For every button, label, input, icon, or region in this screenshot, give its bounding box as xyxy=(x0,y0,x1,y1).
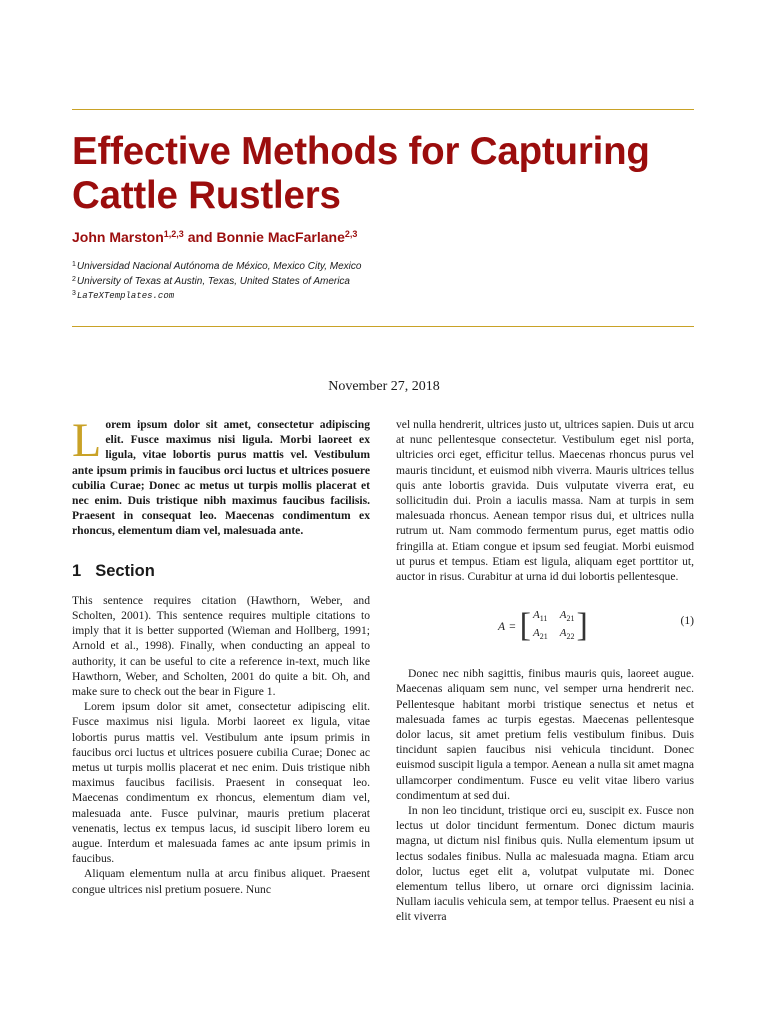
right-bracket-icon: ] xyxy=(576,607,588,645)
affiliation-number: 1 xyxy=(72,261,76,268)
section-title: Section xyxy=(95,561,155,580)
equation xyxy=(396,604,694,652)
section-heading xyxy=(72,561,370,580)
affiliation-text: Universidad Nacional Autónoma de México, Mexico City, Mexico xyxy=(76,261,362,272)
drop-cap: L xyxy=(72,414,102,467)
paragraph: This sentence requires citation (Hawthorn, Weber, and Scholten, 2001). This sentence requires multiple citations to imply that it is better supported (Wieman and Hollberg, 1991; Arnold et al., 1998). Finally, when conducting an appeal to authority, it can be useful to cite a reference in-text, much like Hawthorn, Weber, and Scholten, 2001 do quite a bit. Oh, and make sure to check out the bear in Figure 1. xyxy=(72,593,370,699)
publication-date: November 27, 2018 xyxy=(328,379,440,394)
affiliation xyxy=(72,260,361,275)
author-affil-sup: 2,3 xyxy=(344,229,358,239)
left-bracket-icon: [ xyxy=(519,607,531,645)
affiliation xyxy=(72,275,361,290)
affiliation-number: 3 xyxy=(72,290,76,297)
equation-number: (1) xyxy=(680,614,694,628)
author-affil-sup: 1,2,3 xyxy=(163,229,184,239)
right-column xyxy=(396,417,694,925)
bottom-rule xyxy=(72,326,694,327)
matrix xyxy=(520,608,588,644)
equation-body xyxy=(498,608,588,644)
affiliations xyxy=(72,260,361,304)
equation-sign: = xyxy=(509,619,516,633)
paragraph: Donec nec nibh sagittis, finibus mauris quis, laoreet augue. Maecenas aliquam sem nunc, vel semper urna hendrerit nec. Pellentesque habitant morbi tristique senectus et netus et malesuada fames ac turpis egestas. Maecenas pellentesque dolor lacus, sit amet pretium felis vestibulum finibus. Duis tincidunt sapien faucibus nisi vehicula tincidunt. Donec euismod suscipit ligula a tempor. Aenean a nulla sit amet magna ullamcorper condimentum. Fusce eu velit vitae libero varius condimentum at sed dui. xyxy=(396,667,694,802)
left-column xyxy=(72,414,370,897)
section-number: 1 xyxy=(72,561,82,580)
affiliation-link[interactable]: LaTeXTemplates.com xyxy=(76,291,175,301)
affiliation xyxy=(72,289,361,304)
author-name: Bonnie MacFarlane xyxy=(216,229,345,245)
paragraph: Lorem ipsum dolor sit amet, consectetur adipiscing elit. Fusce maximus nisi ligula. Morbi laoreet ex ligula, vitae lobortis purus mattis vel. Vestibulum ante ipsum primis in faucibus orci luctus et ultrices posuere cubilia Curae; Donec ac metus ut turpis mollis placerat et nec enim. Duis tristique nibh maximus faucibus facilisis. Praesent in consequat leo. Maecenas condimentum ex rhoncus, elementum diam vel, malesuada ante. Fusce pulvinar, mauris pretium placerat venenatis, lectus ex tempus lacus, id suscipit libero lorem eu augue. Interdum et malesuada fames ac ante ipsum primis in faucibus. xyxy=(72,700,370,866)
author-line xyxy=(72,229,357,245)
author-name: John Marston xyxy=(72,229,164,245)
affiliation-number: 2 xyxy=(72,275,76,283)
matrix-cell: $A_{22}$ xyxy=(559,627,575,642)
paragraph: Aliquam elementum nulla at arcu finibus aliquet. Praesent congue ultrices nisl pretium posuere. Nunc xyxy=(72,867,370,896)
abstract xyxy=(72,414,370,539)
paper-title: Effective Methods for Capturing Cattle Rustlers xyxy=(72,130,650,217)
affiliation-text: University of Texas at Austin, Texas, United States of America xyxy=(76,275,350,287)
matrix-cell: $A_{21}$ xyxy=(532,627,548,642)
paragraph: vel nulla hendrerit, ultrices justo ut, ultrices sapien. Duis ut arcu at nunc pellentesque consectetur. Vestibulum eget nisl porta, ultricies orci eget, efficitur tellus. Maecenas rhoncus purus vel mauris tincidunt, et euismod nibh viverra. Mauris ultrices tellus quis ante lobortis gravida. Duis vulputate viverra erat, eu sollicitudin dui. Proin a iaculis massa. Nam at turpis in sem malesuada rhoncus. Aenean tempor risus dui, et ultrices nulla rutrum ut. Nam commodo fermentum purus, eget mattis odio fringilla at. Etiam congue et ipsum sed feugiat. Morbi euismod ut purus et tempus. Etiam est ligula, aliquam eget porttitor ut, auctor in risus. Curabitur at urna id dui lobortis pellentesque. xyxy=(396,418,694,584)
abstract-text: orem ipsum dolor sit amet, consectetur adipiscing elit. Fusce maximus nisi ligula. Morbi laoreet ex ligula, vitae lobortis purus mattis vel. Vestibulum ante ipsum primis in faucibus orci luctus et ultrices posuere cubilia Curae; Donec ac metus ut turpis mollis placerat et nec enim. Duis tristique nibh maximus faucibus facilisis. Praesent in consequat leo. Maecenas condimentum ex rhoncus, elementum diam vel, malesuada ante. xyxy=(72,418,370,538)
matrix-cell: $A_{21}$ xyxy=(559,609,575,624)
top-rule xyxy=(72,109,694,110)
author-conjunction: and xyxy=(187,229,213,245)
equation-lhs: A xyxy=(498,619,506,633)
matrix-cells xyxy=(531,608,576,644)
paragraph: In non leo tincidunt, tristique orci eu, suscipit ex. Fusce non lectus ut dolor tincidunt fermentum. Donec dictum mauris magna, ut dictum nisl finibus quis. Nulla elementum ipsum ut lectus sodales finibus. Nulla ac malesuada magna. Etiam arcu dolor, luctus eget elit a, volutpat vulputate mi. Donec elementum tellus libero, ut ornare orci dignissim lacinia. Nullam iaculis vehicula sem, at tempor tellus. Praesent eu nisi a elit viverra xyxy=(396,804,694,924)
matrix-cell: $A_{11}$ xyxy=(532,609,548,624)
